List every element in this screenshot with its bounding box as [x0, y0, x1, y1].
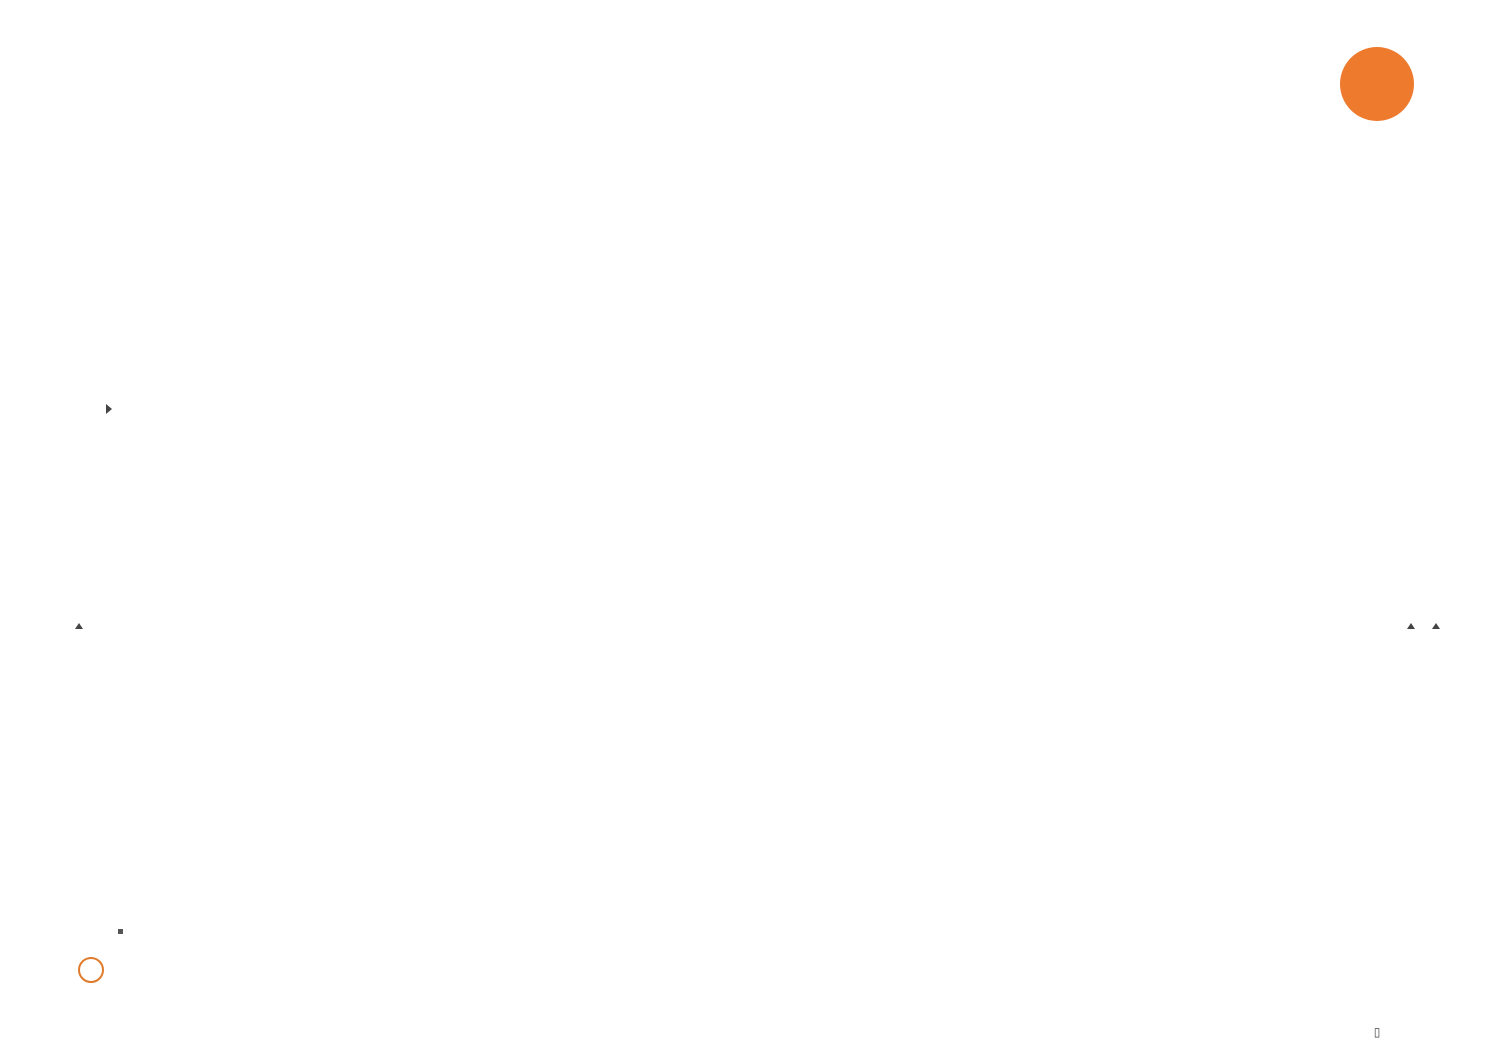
qr-code-icon[interactable]: [1330, 924, 1424, 1018]
info-icon: [78, 957, 104, 983]
scan-me-label: [1332, 1025, 1422, 1039]
arrow-up-icon: [1432, 623, 1440, 629]
arrow-up-icon: [75, 623, 83, 629]
phone-icon: ▯: [1373, 1025, 1381, 1039]
arrow-right-icon: [106, 404, 112, 414]
arrow-up-icon: [1407, 623, 1415, 629]
logo-icon[interactable]: [1340, 47, 1414, 121]
